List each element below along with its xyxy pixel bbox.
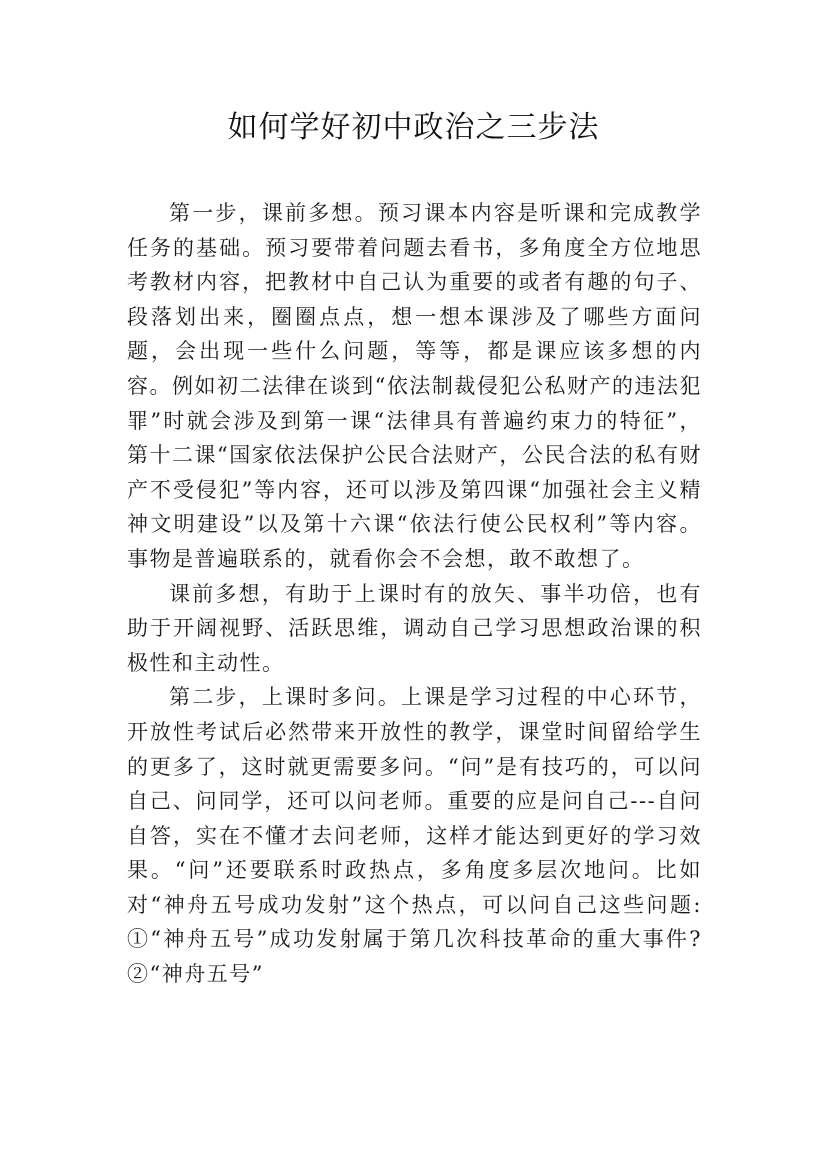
paragraph-step-one: 第一步，课前多想。预习课本内容是听课和完成教学任务的基础。预习要带着问题去看书，多角度全方位地思考教材内容，把教材中自己认为重要的或者有趣的句子、段落划出来，圈圈点点，想一想本课涉及了哪些方面问题，会出现一些什么问题，等等，都是课应该多想的内容。例如初二法律在谈到“依法制裁侵犯公私财产的违法犯罪”时就会涉及到第一课“法律具有普遍约束力的特征”，第十二课“国家依法保护公民合法财产，公民合法的私有财产不受侵犯”等内容，还可以涉及第四课“加强社会主义精神文明建设”以及第十六课“依法行使公民权利”等内容。事物是普遍联系的，就看你会不会想，敢不敢想了。 — [127, 201, 702, 571]
document-body — [127, 196, 702, 992]
paragraph-step-two: 第二步，上课时多问。上课是学习过程的中心环节，开放性考试后必然带来开放性的教学，课堂时间留给学生的更多了，这时就更需要多问。“问”是有技巧的，可以问自己、问同学，还可以问老师。重要的应是问自己---自问自答，实在不懂才去问老师，这样才能达到更好的学习效果。“问”还要联系时政热点，多角度多层次地问。比如对“神舟五号成功发射”这个热点，可以问自己这些问题: ①“神舟五号”成功发射属于第几次科技革命的重大事件?②“神舟五号” — [127, 685, 702, 987]
document-title: 如何学好初中政治之三步法 — [227, 110, 600, 145]
paragraph-pre-class-benefits: 课前多想，有助于上课时有的放矢、事半功倍，也有助于开阔视野、活跃思维，调动自己学习思想政治课的积极性和主动性。 — [127, 581, 702, 675]
